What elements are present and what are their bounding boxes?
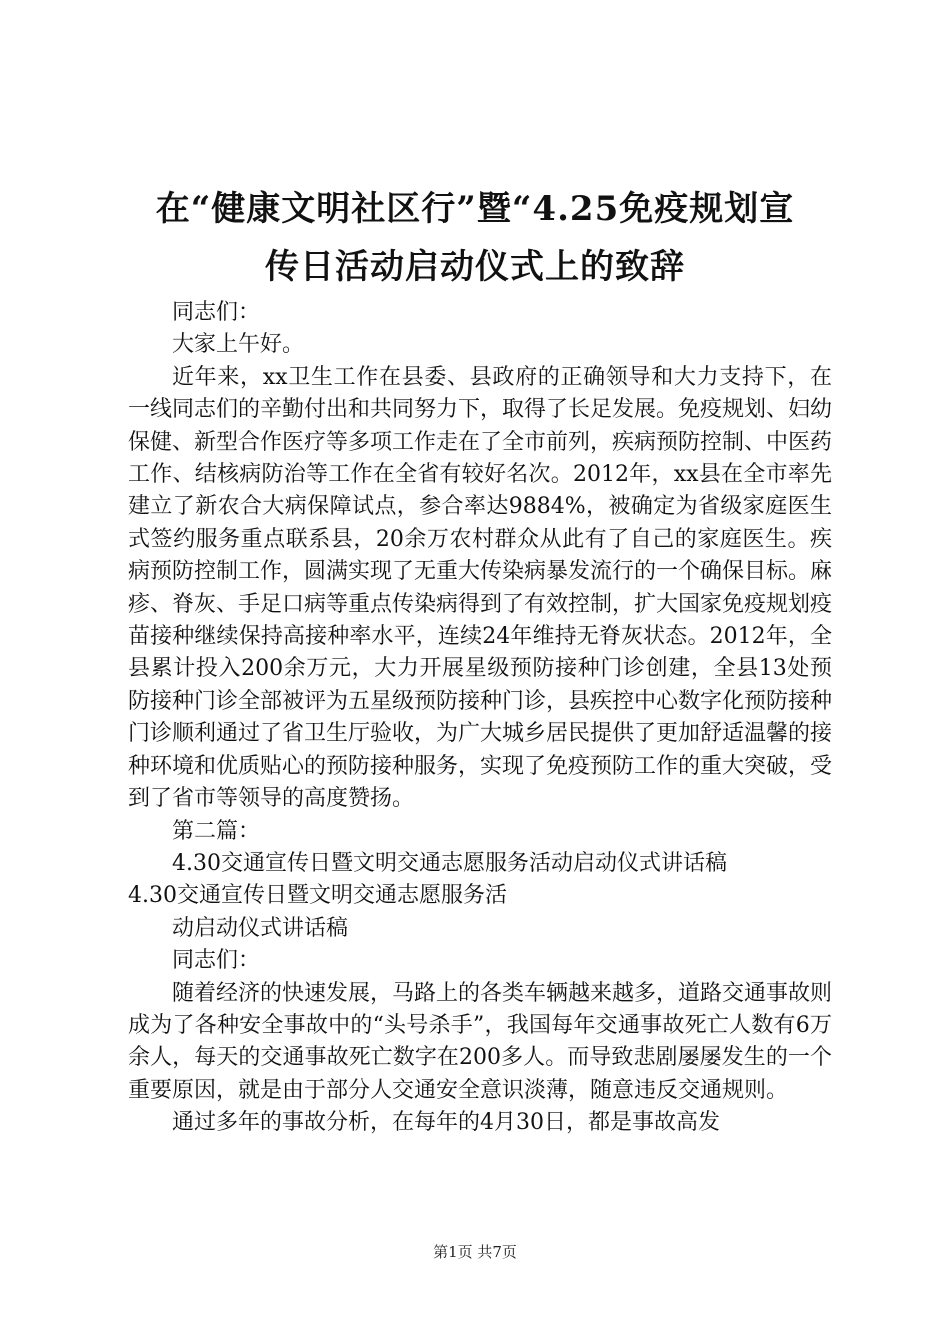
paragraph: 4.30交通宣传日暨文明交通志愿服务活	[128, 883, 507, 909]
paragraph: 第二篇：	[172, 818, 261, 844]
paragraph: 4.30交通宣传日暨文明交通志愿服务活动启动仪式讲话稿	[172, 850, 727, 876]
paragraph: 随着经济的快速发展，马路上的各类车辆越来越多，道路交通事故则成为了各种安全事故中的“头号杀手”，我国每年交通事故死亡人数有6万余人，每天的交通事故死亡数字在200多人。而导致悲剧屡屡发生的一个重要原因，就是由于部分人交通安全意识淡薄，随意违反交通规则。	[128, 980, 833, 1103]
paragraph: 同志们：	[172, 300, 261, 325]
paragraph: 通过多年的事故分析，在每年的4月30日，都是事故高发	[172, 1110, 720, 1136]
paragraph: 动启动仪式讲话稿	[172, 915, 349, 941]
paragraph: 近年来，xx卫生工作在县委、县政府的正确领导和大力支持下，在一线同志们的辛勤付出和共同努力下，取得了长足发展。免疫规划、妇幼保健、新型合作医疗等多项工作走在了全市前列，疾病预防控制、中医药工作、结核病防治等工作在全省有较好名次。2012年，xx县在全市率先建立了新农合大病保障试点，参合率达9884%，被确定为省级家庭医生式签约服务重点联系县，20余万农村群众从此有了自己的家庭医生。疾病预防控制工作，圆满实现了无重大传染病暴发流行的一个确保目标。麻疹、脊灰、手足口病等重点传染病得到了有效控制，扩大国家免疫规划疫苗接种继续保持高接种率水平，连续24年维持无脊灰状态。2012年，全县累计投入200余万元，大力开展星级预防接种门诊创建，全县13处预防接种门诊全部被评为五星级预防接种门诊，县疾控中心数字化预防接种门诊顺利通过了省卫生厅验收，为广大城乡居民提供了更加舒适温馨的接种环境和优质贴心的预防接种服务，实现了免疫预防工作的重大突破，受到了省市等领导的高度赞扬。	[128, 364, 833, 812]
document-title-line-2: 传日活动启动仪式上的致辞	[265, 247, 685, 287]
document-body	[128, 297, 832, 1140]
page-footer: 第1页 共7页	[433, 1243, 517, 1261]
document-title-line-1: 在“健康文明社区行”暨“4.25免疫规划宣	[155, 189, 795, 229]
paragraph: 大家上午好。	[172, 332, 305, 358]
paragraph: 同志们：	[172, 948, 261, 974]
